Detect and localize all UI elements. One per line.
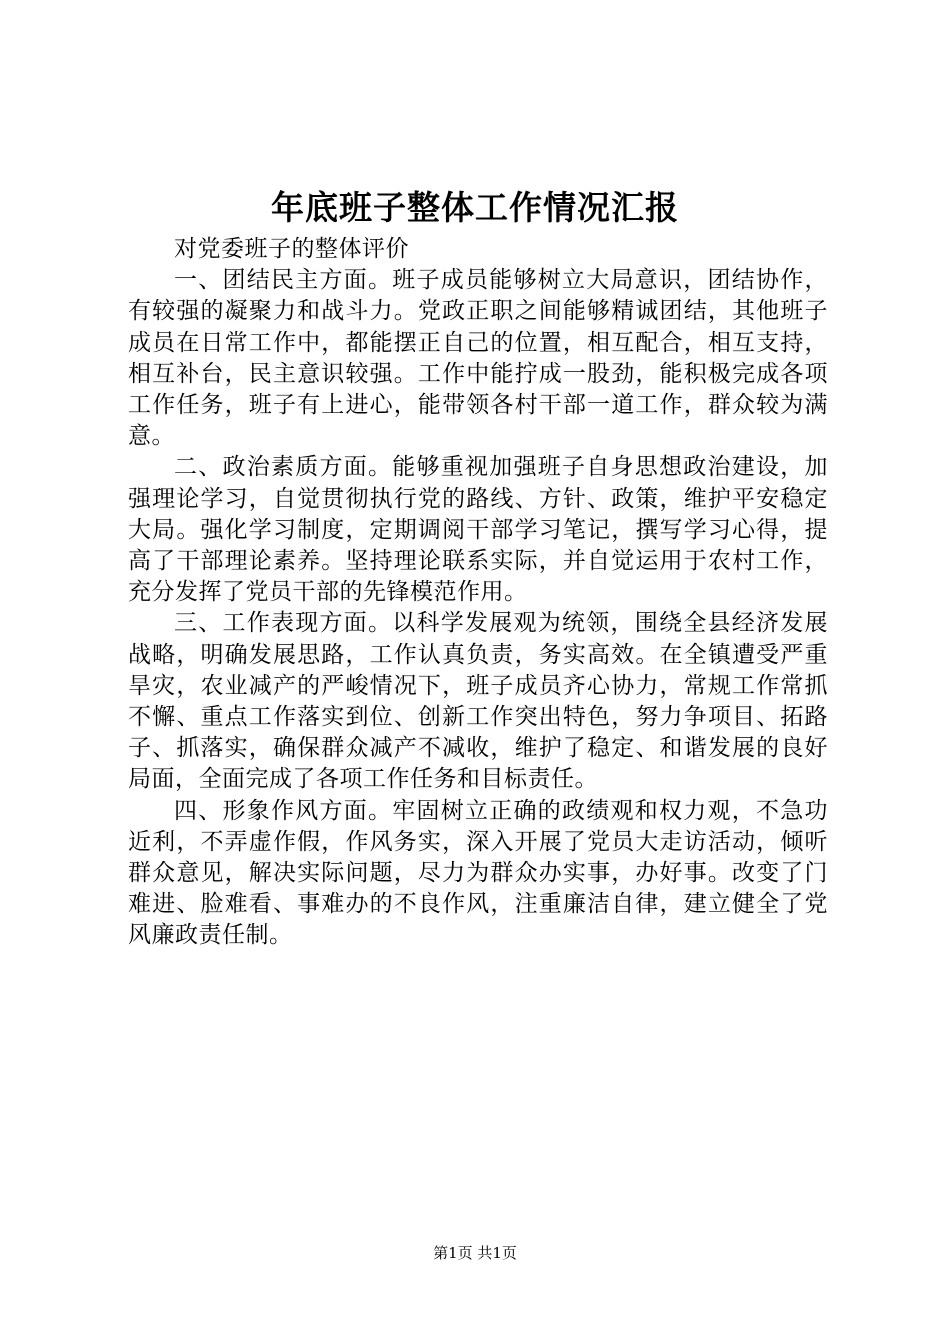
page-footer: 第1页 共1页 <box>433 1244 517 1262</box>
paragraph-intro: 对党委班子的整体评价 <box>174 236 409 262</box>
document-body <box>128 234 828 952</box>
paragraph-unity-democracy: 一、团结民主方面。班子成员能够树立大局意识，团结协作，有较强的凝聚力和战斗力。党政正职之间能够精诚团结，其他班子成员在日常工作中，都能摆正自己的位置，相互配合，相互支持，相互补台，民主意识较强。工作中能拧成一股劲，能积极完成各项工作任务，班子有上进心，能带领各村干部一道工作，群众较为满意。 <box>128 267 828 450</box>
paragraph-political-quality: 二、政治素质方面。能够重视加强班子自身思想政治建设，加强理论学习，自觉贯彻执行党的路线、方针、政策，维护平安稳定大局。强化学习制度，定期调阅干部学习笔记，撰写学习心得，提高了干部理论素养。坚持理论联系实际，并自觉运用于农村工作，充分发挥了党员干部的先锋模范作用。 <box>128 454 828 606</box>
paragraph-work-performance: 三、工作表现方面。以科学发展观为统领，围绕全县经济发展战略，明确发展思路，工作认真负责，务实高效。在全镇遭受严重旱灾，农业减产的严峻情况下，班子成员齐心协力，常规工作常抓不懈、重点工作落实到位、创新工作突出特色，努力争项目、拓路子、抓落实，确保群众减产不减收，维护了稳定、和谐发展的良好局面，全面完成了各项工作任务和目标责任。 <box>128 610 828 793</box>
paragraph-image-style: 四、形象作风方面。牢固树立正确的政绩观和权力观，不急功近利，不弄虚作假，作风务实，深入开展了党员大走访活动，倾听群众意见，解决实际问题，尽力为群众办实事，办好事。改变了门难进、脸难看、事难办的不良作风，注重廉洁自律，建立健全了党风廉政责任制。 <box>128 797 828 949</box>
document-title: 年底班子整体工作情况汇报 <box>271 188 679 227</box>
